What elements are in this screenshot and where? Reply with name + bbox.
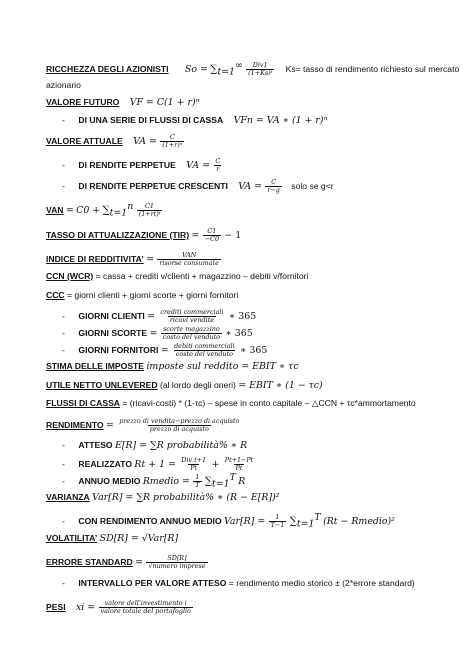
formula: VA = bbox=[238, 180, 262, 192]
numerator: prezzo di vendita−prezzo di acquisto bbox=[119, 417, 240, 425]
line-rendite-crescenti bbox=[62, 179, 334, 194]
heading: INTERVALLO PER VALORE ATTESO bbox=[78, 578, 227, 588]
denominator: (1+rt)ᵗ bbox=[138, 210, 161, 218]
fraction bbox=[269, 514, 287, 529]
heading: DI UNA SERIE DI FLUSSI DI CASSA bbox=[78, 115, 224, 125]
formula: − 1 bbox=[224, 229, 242, 241]
formula: Rmedio = bbox=[142, 475, 190, 487]
line-errore-standard bbox=[46, 555, 209, 570]
heading: GIORNI SCORTE bbox=[78, 327, 148, 338]
heading: VOLATILITA’ bbox=[46, 533, 98, 543]
line-rendimento bbox=[46, 418, 242, 433]
heading: CON RENDIMENTO ANNUO MEDIO bbox=[78, 515, 222, 526]
fraction bbox=[146, 555, 207, 570]
fraction bbox=[203, 228, 221, 243]
fraction bbox=[172, 343, 237, 358]
denominator: r−g bbox=[267, 186, 280, 194]
line-rendite-perpetue bbox=[62, 158, 223, 173]
formula: ∗ 365 bbox=[228, 310, 257, 322]
numerator: C bbox=[169, 133, 175, 141]
denominator: costo del venduto bbox=[162, 333, 221, 341]
denominator: (1+r)ⁿ bbox=[162, 141, 183, 149]
heading: CCC bbox=[46, 290, 65, 300]
heading: ANNUO MEDIO bbox=[78, 475, 141, 486]
equals: = bbox=[65, 204, 74, 216]
line-flussi-cassa bbox=[46, 398, 416, 409]
numerator: Div t+1 bbox=[181, 456, 207, 464]
line-valore-futuro bbox=[46, 97, 199, 108]
denominator: Pt bbox=[235, 464, 243, 472]
formula: xi = bbox=[75, 601, 96, 613]
numerator: debiti commerciali bbox=[174, 342, 235, 350]
formula: SD[R] = √Var[R] bbox=[99, 533, 179, 544]
sum-sub: t=1 bbox=[296, 518, 315, 530]
sum-sup: ∞ bbox=[234, 59, 243, 71]
line-giorni-fornitori bbox=[62, 343, 267, 358]
numerator: valore dell’investimento i bbox=[104, 599, 187, 607]
denominator: valore totale del portafoglio bbox=[100, 607, 191, 615]
sum-sub: t=1 bbox=[109, 207, 128, 219]
line-ccn bbox=[46, 271, 308, 282]
heading: REALIZZATO bbox=[78, 458, 133, 469]
line-varianza bbox=[46, 492, 280, 503]
numerator: C1 bbox=[207, 227, 217, 235]
heading: GIORNI FORNITORI bbox=[78, 344, 159, 355]
formula: ∗ 365 bbox=[225, 327, 253, 339]
bullet-dash: - bbox=[62, 578, 65, 588]
line-atteso bbox=[62, 440, 247, 451]
bullet-dash: - bbox=[62, 180, 65, 191]
bullet-dash: - bbox=[62, 327, 65, 338]
sum-sub: t=1 bbox=[212, 478, 230, 490]
note: Ks= tasso di rendimento richiesto sul mercato bbox=[285, 63, 460, 74]
equals: = bbox=[106, 419, 114, 431]
numerator: C bbox=[271, 178, 277, 186]
bullet-dash: - bbox=[62, 458, 65, 469]
line-intervallo bbox=[62, 578, 415, 589]
fraction bbox=[179, 457, 208, 472]
equals: = bbox=[135, 556, 143, 568]
line-giorni-clienti bbox=[62, 309, 256, 324]
heading: ERRORE STANDARD bbox=[46, 556, 133, 567]
bullet-dash: - bbox=[62, 515, 65, 526]
note: solo se g<r bbox=[291, 180, 334, 191]
line-ccc bbox=[46, 290, 238, 301]
heading: PESI bbox=[46, 601, 66, 612]
sum-symbol: ∑ bbox=[289, 515, 297, 527]
numerator: 1 bbox=[275, 513, 280, 521]
numerator: 1 bbox=[195, 473, 200, 481]
line-volatilita bbox=[46, 533, 178, 544]
heading: VARIANZA bbox=[46, 492, 90, 502]
equals: = bbox=[191, 229, 200, 241]
fraction bbox=[158, 309, 225, 324]
fraction bbox=[117, 418, 241, 433]
fraction-2 bbox=[223, 457, 256, 472]
line-ricchezza bbox=[46, 59, 460, 78]
numerator: VAN bbox=[181, 251, 197, 259]
plus: + bbox=[211, 458, 220, 470]
definition: = cassa + crediti v/clienti + magazzino – debiti v/fornitori bbox=[95, 271, 309, 281]
numerator: C bbox=[215, 157, 221, 165]
equals: = bbox=[147, 310, 156, 322]
sum-sub: t=1 bbox=[217, 66, 235, 78]
formula: Rt + 1 = bbox=[134, 458, 176, 470]
formula: Var[R] = ∑R probabilità% ∗ (R − E[R])² bbox=[92, 492, 280, 503]
formula: VA = bbox=[186, 159, 210, 171]
heading: VAN bbox=[46, 204, 64, 215]
line-utile-netto bbox=[46, 380, 323, 391]
bullet-dash: - bbox=[62, 310, 65, 321]
equals: = bbox=[149, 327, 158, 339]
fraction bbox=[265, 179, 282, 194]
heading: GIORNI CLIENTI bbox=[78, 310, 145, 321]
fraction bbox=[246, 62, 274, 77]
line-serie-flussi bbox=[62, 115, 327, 126]
fraction bbox=[213, 158, 222, 173]
formula: E[R] = ∑R probabilità% ∗ R bbox=[115, 440, 248, 451]
formula: Var[R] = bbox=[224, 515, 266, 527]
fraction bbox=[137, 203, 163, 218]
definition: = giorni clienti + giorni scorte + giorni fornitori bbox=[67, 290, 239, 300]
heading: STIMA DELLE IMPOSTE bbox=[46, 361, 145, 371]
formula: VFn = VA ∗ (1 + r)ⁿ bbox=[233, 115, 328, 126]
equals: = bbox=[160, 344, 169, 356]
sum-sup: n bbox=[127, 200, 134, 212]
bullet-dash: - bbox=[62, 159, 65, 170]
formula: VA = bbox=[133, 135, 157, 147]
formula: ∗ 365 bbox=[240, 344, 268, 356]
denominator: Pt bbox=[190, 464, 198, 472]
line-giorni-scorte bbox=[62, 326, 253, 341]
sum-symbol: ∑ bbox=[204, 475, 213, 487]
formula: VF = C(1 + r)ⁿ bbox=[129, 97, 200, 108]
bullet-dash: - bbox=[62, 475, 65, 486]
line-realizzato bbox=[62, 457, 256, 472]
line-annuo-medio bbox=[62, 471, 246, 490]
definition: = rendimento medio storico ± (2*errore standard) bbox=[228, 578, 415, 588]
line-varianza-annuo-medio bbox=[62, 511, 395, 530]
bullet-dash: - bbox=[62, 440, 65, 450]
numerator: scorte magazzino bbox=[163, 325, 220, 333]
formula-rhs: (Rt − Rmedio)² bbox=[323, 515, 395, 527]
heading: VALORE FUTURO bbox=[46, 97, 120, 107]
denominator: costo del venduto bbox=[175, 350, 233, 358]
formula: = EBIT ∗ (1 − τc) bbox=[238, 380, 323, 391]
line-tir bbox=[46, 228, 241, 243]
heading: TASSO DI ATTUALIZZAZIONE (TIR) bbox=[46, 229, 190, 240]
heading: ATTESO bbox=[78, 440, 113, 450]
formula: So = bbox=[184, 63, 208, 75]
line-stima-imposte bbox=[46, 361, 299, 372]
heading: RICCHEZZA DEGLI AZIONISTI bbox=[46, 63, 169, 74]
note: azionario bbox=[46, 80, 81, 90]
sum-sup: T bbox=[229, 471, 236, 483]
heading: RENDIMENTO bbox=[46, 419, 104, 430]
definition: = (ricavi-costi) * (1-τc) – spese in conto capitale – △CCN + τc*ammortamento bbox=[122, 398, 416, 408]
formula: imposte sul reddito = EBIT ∗ τc bbox=[146, 361, 299, 372]
sum-sup: T bbox=[314, 511, 321, 523]
formula-rhs: R bbox=[238, 475, 246, 487]
numerator: crediti commerciali bbox=[160, 308, 224, 316]
sum-symbol: ∑ bbox=[102, 204, 110, 216]
line-indice-redditivita bbox=[46, 252, 222, 267]
heading: CCN (WCR) bbox=[46, 271, 94, 281]
denominator: T bbox=[195, 481, 200, 489]
denominator: r bbox=[216, 165, 220, 173]
bullet-dash: - bbox=[62, 115, 65, 125]
denominator: (1+Ks)ᵗ bbox=[248, 69, 273, 77]
fraction bbox=[160, 134, 184, 149]
heading: INDICE DI REDDITIVITA’ bbox=[46, 253, 144, 264]
numerator: Div1 bbox=[252, 61, 268, 69]
equals: = bbox=[146, 253, 154, 265]
numerator: SD[R] bbox=[167, 554, 187, 562]
denominator: T−1 bbox=[270, 521, 285, 529]
denominator: prezzo di acquisto bbox=[149, 425, 209, 433]
denominator: risorse consumate bbox=[159, 259, 219, 267]
line-pesi bbox=[46, 600, 194, 615]
fraction bbox=[99, 600, 193, 615]
line-azionario bbox=[46, 80, 81, 91]
numerator: Pt+1−Pt bbox=[224, 456, 254, 464]
numerator: C1 bbox=[145, 202, 154, 210]
heading: VALORE ATTUALE bbox=[46, 135, 123, 146]
bullet-dash: - bbox=[62, 344, 65, 355]
heading: UTILE NETTO UNLEVERED bbox=[46, 380, 158, 390]
denominator: √numero imprese bbox=[148, 562, 206, 570]
line-valore-attuale bbox=[46, 134, 185, 149]
sum-symbol: ∑ bbox=[210, 63, 218, 75]
heading: DI RENDITE PERPETUE CRESCENTI bbox=[78, 180, 228, 191]
heading: DI RENDITE PERPETUE bbox=[78, 159, 176, 170]
formula: C0 + bbox=[76, 204, 101, 216]
denominator: ricavi vendite bbox=[169, 316, 215, 324]
note: (al lordo degli oneri) bbox=[159, 380, 236, 390]
heading: FLUSSI DI CASSA bbox=[46, 398, 121, 408]
fraction bbox=[161, 326, 222, 341]
fraction bbox=[157, 252, 221, 267]
line-van bbox=[46, 200, 163, 219]
denominator: −C0 bbox=[204, 235, 220, 243]
fraction bbox=[193, 474, 201, 489]
